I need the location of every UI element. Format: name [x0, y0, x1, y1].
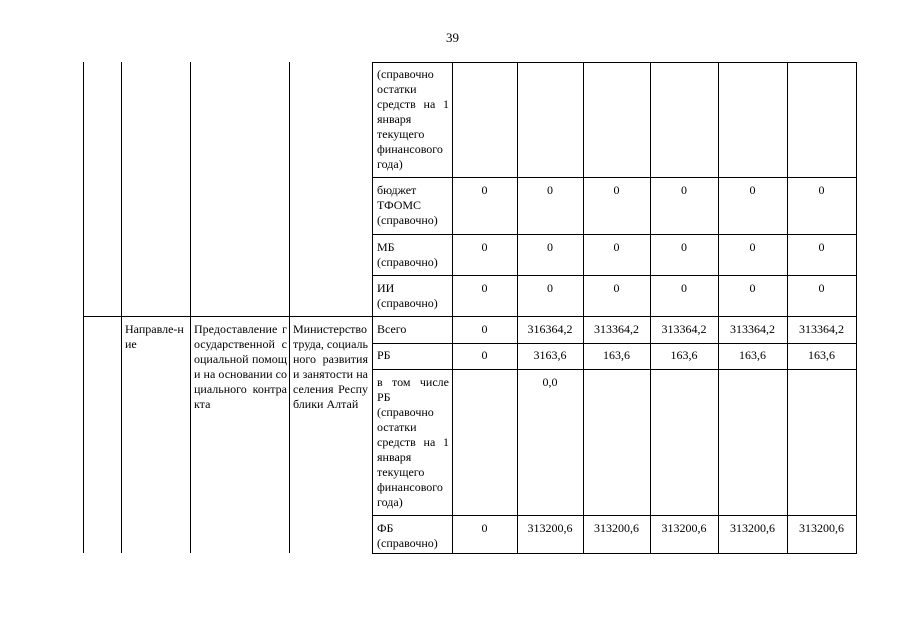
label-tfoms: бюджет ТФОМС (справочно) — [377, 183, 438, 227]
grid-line — [650, 62, 651, 553]
section-divider — [83, 316, 857, 317]
row-divider — [372, 177, 857, 178]
value-cell: 163,6 — [808, 348, 835, 362]
value-cell: 0 — [481, 348, 488, 362]
row-divider — [372, 369, 857, 370]
value-cell: 0 — [681, 281, 687, 295]
label-mb: МБ (справочно) — [377, 240, 438, 269]
value-cell: 0 — [481, 281, 488, 295]
value-cell: 0 — [481, 240, 488, 254]
table-top-border — [372, 62, 857, 63]
value-cell: 0 — [681, 183, 687, 197]
value-cell: 0 — [613, 240, 620, 254]
entry-name: Предоставление государственной социальной помощи на основании социального контракта — [194, 322, 287, 411]
value-cell: 3163,6 — [533, 348, 567, 362]
row-divider — [372, 234, 857, 235]
grid-line — [787, 62, 788, 553]
label-top-continued: (справочно остатки средств на 1 января текущего финансового года) — [377, 67, 449, 171]
label-fb: ФБ (справочно) — [377, 521, 438, 550]
value-cell: 0 — [613, 183, 620, 197]
value-cell: 0 — [749, 281, 756, 295]
right-border — [856, 62, 857, 553]
row-divider — [372, 343, 857, 344]
value-cell: 313364,2 — [661, 322, 707, 336]
value-cell: 0 — [481, 521, 488, 535]
value-cell: 0 — [613, 281, 620, 295]
column-divider — [289, 62, 290, 553]
value-cell: 313200,6 — [594, 521, 639, 535]
value-cell: 313200,6 — [661, 521, 707, 535]
column-divider — [372, 62, 373, 553]
value-cell: 163,6 — [603, 348, 630, 362]
value-cell: 0,0 — [542, 375, 558, 389]
label-incl-rb: в том числе РБ (справочно остатки средств на 1 января текущего финансового года) — [377, 375, 449, 509]
row-divider — [372, 275, 857, 276]
row-divider — [372, 515, 857, 516]
value-cell: 316364,2 — [527, 322, 573, 336]
value-cell: 0 — [749, 183, 756, 197]
grid-line — [718, 62, 719, 553]
value-cell: 0 — [749, 240, 756, 254]
value-cell: 313364,2 — [730, 322, 775, 336]
page-number: 39 — [446, 30, 459, 45]
value-cell: 0 — [818, 240, 825, 254]
grid-line — [452, 62, 453, 553]
value-cell: 0 — [547, 183, 553, 197]
column-divider — [121, 62, 122, 553]
table-bottom-border — [372, 553, 857, 554]
value-cell: 313200,6 — [799, 521, 844, 535]
column-divider — [190, 62, 191, 553]
value-cell: 0 — [481, 183, 488, 197]
entry-type: Направле-ние — [125, 322, 184, 351]
value-cell: 0 — [547, 281, 553, 295]
value-cell: 0 — [818, 281, 825, 295]
value-cell: 163,6 — [670, 348, 698, 362]
grid-line — [583, 62, 584, 553]
value-cell: 163,6 — [739, 348, 766, 362]
label-vsego: Всего — [377, 322, 407, 336]
value-cell: 313200,6 — [527, 521, 573, 535]
value-cell: 0 — [547, 240, 553, 254]
left-border — [83, 62, 84, 553]
grid-line — [517, 62, 518, 553]
entry-executor: Министерство труда, социального развития и занятости населения Республики Алтай — [293, 322, 368, 411]
value-cell: 0 — [818, 183, 825, 197]
label-ii: ИИ (справочно) — [377, 281, 438, 310]
value-cell: 313364,2 — [594, 322, 639, 336]
value-cell: 0 — [481, 322, 488, 336]
value-cell: 0 — [681, 240, 687, 254]
value-cell: 313364,2 — [799, 322, 844, 336]
value-cell: 313200,6 — [730, 521, 775, 535]
label-rb: РБ — [377, 348, 391, 362]
